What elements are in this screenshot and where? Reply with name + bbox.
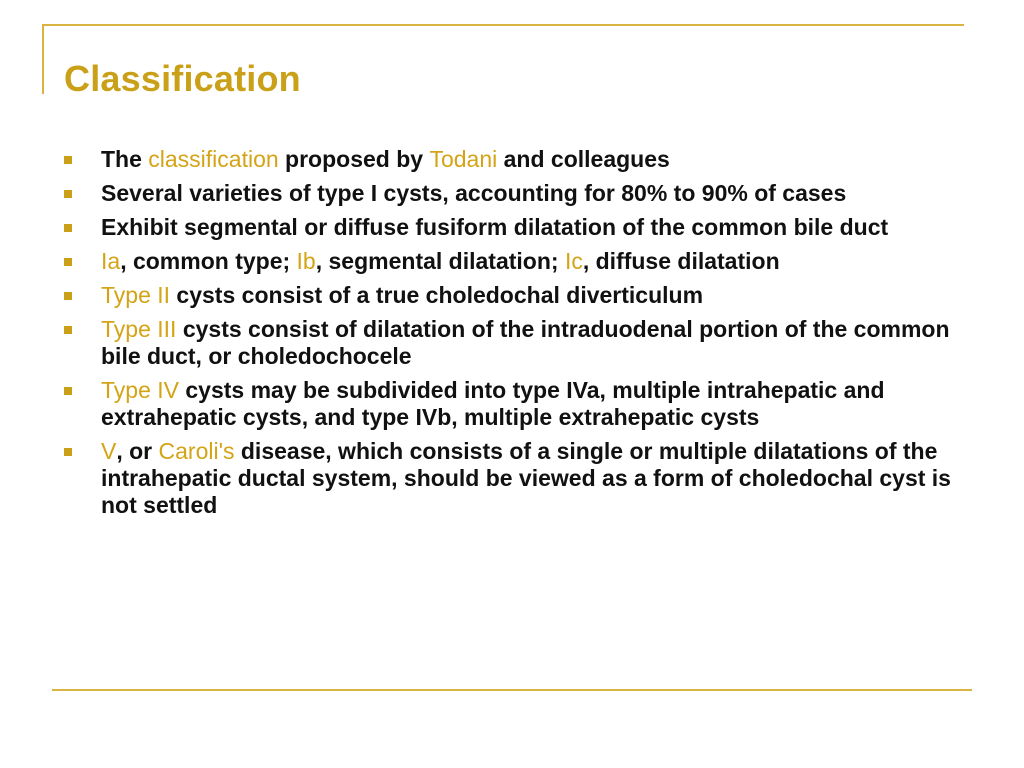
highlighted-term: Type III bbox=[101, 316, 177, 342]
bullet-text: cysts consist of a true choledochal diverticulum bbox=[170, 282, 704, 308]
square-bullet-icon bbox=[64, 448, 72, 456]
bullet-text: Exhibit segmental or diffuse fusiform dilatation of the common bile duct bbox=[101, 214, 889, 240]
bullet-text: disease, which consists of a single or multiple dilatations of the intrahepatic ductal system, should be viewed as a form of choledochal cyst is not settled bbox=[101, 438, 951, 518]
highlighted-term: Ib bbox=[296, 248, 316, 274]
bullet-text: , segmental dilatation; bbox=[315, 248, 565, 274]
highlighted-term: Todani bbox=[429, 146, 498, 172]
bullet-item bbox=[64, 377, 954, 431]
bullet-list bbox=[64, 146, 954, 526]
bullet-item bbox=[64, 180, 954, 207]
bullet-text: proposed by bbox=[278, 146, 430, 172]
highlighted-term: Ia bbox=[101, 248, 121, 274]
bullet-item bbox=[64, 282, 954, 309]
left-frame-line bbox=[42, 24, 44, 94]
bullet-text: Several varieties of type I cysts, accounting for 80% to 90% of cases bbox=[101, 180, 847, 206]
highlighted-term: Type II bbox=[101, 282, 171, 308]
square-bullet-icon bbox=[64, 292, 72, 300]
bullet-text: , common type; bbox=[120, 248, 297, 274]
square-bullet-icon bbox=[64, 326, 72, 334]
highlighted-term: Ic bbox=[564, 248, 583, 274]
square-bullet-icon bbox=[64, 190, 72, 198]
bottom-frame-line bbox=[52, 689, 972, 691]
bullet-item bbox=[64, 248, 954, 275]
square-bullet-icon bbox=[64, 387, 72, 395]
bullet-text: cysts consist of dilatation of the intraduodenal portion of the common bile duct, or choledochocele bbox=[101, 316, 950, 369]
bullet-item bbox=[64, 146, 954, 173]
bullet-item bbox=[64, 214, 954, 241]
top-frame-line bbox=[42, 24, 964, 26]
slide-title: Classification bbox=[64, 58, 301, 99]
bullet-text: cysts may be subdivided into type IVa, multiple intrahepatic and extrahepatic cysts, and type IVb, multiple extrahepatic cysts bbox=[101, 377, 885, 430]
highlighted-term: Type IV bbox=[101, 377, 179, 403]
bullet-item bbox=[64, 316, 954, 370]
square-bullet-icon bbox=[64, 258, 72, 266]
bullet-text: , or bbox=[116, 438, 159, 464]
bullet-text: The bbox=[101, 146, 149, 172]
square-bullet-icon bbox=[64, 156, 72, 164]
bullet-text: and colleagues bbox=[497, 146, 670, 172]
highlighted-term: classification bbox=[148, 146, 279, 172]
highlighted-term: Caroli's bbox=[158, 438, 235, 464]
bullet-item bbox=[64, 438, 954, 519]
square-bullet-icon bbox=[64, 224, 72, 232]
highlighted-term: V bbox=[101, 438, 117, 464]
bullet-text: , diffuse dilatation bbox=[582, 248, 780, 274]
